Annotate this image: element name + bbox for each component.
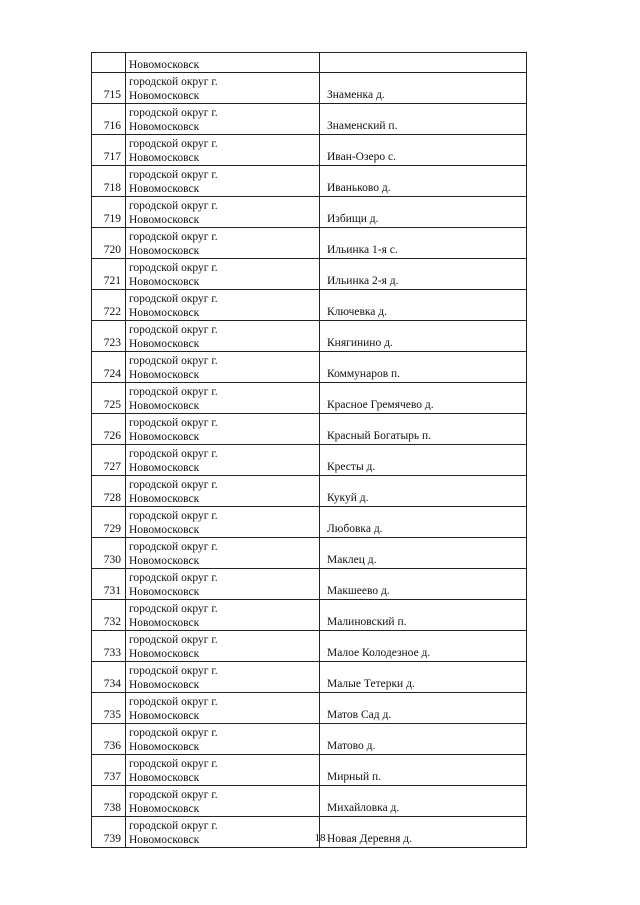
district-line-1: городской округ г. xyxy=(129,200,218,212)
district-line-1: городской округ г. xyxy=(129,603,218,615)
district-line-2: Новомосковск xyxy=(129,834,200,846)
district-line-1: городской округ г. xyxy=(129,634,218,646)
district-cell xyxy=(126,786,320,817)
row-number-cell: 715 xyxy=(92,73,126,104)
district-cell xyxy=(126,755,320,786)
locality-cell: Ключевка д. xyxy=(320,290,527,321)
row-number-cell: 724 xyxy=(92,352,126,383)
district-cell xyxy=(126,476,320,507)
row-number-cell: 729 xyxy=(92,507,126,538)
locality-cell: Малые Тетерки д. xyxy=(320,662,527,693)
district-line-2: Новомосковск xyxy=(129,121,200,133)
district-line-2: Новомосковск xyxy=(129,431,200,443)
table-row xyxy=(92,600,527,631)
table-row xyxy=(92,259,527,290)
row-number-cell: 722 xyxy=(92,290,126,321)
district-line-2: Новомосковск xyxy=(129,90,200,102)
localities-table xyxy=(91,52,527,848)
district-line-2: Новомосковск xyxy=(129,648,200,660)
district-line-2: Новомосковск xyxy=(129,617,200,629)
district-line-2: Новомосковск xyxy=(129,741,200,753)
district-line-1: городской округ г. xyxy=(129,262,218,274)
district-cell xyxy=(126,104,320,135)
locality-cell: Кукуй д. xyxy=(320,476,527,507)
district-cell xyxy=(126,631,320,662)
locality-cell: Мирный п. xyxy=(320,755,527,786)
locality-cell: Малое Колодезное д. xyxy=(320,631,527,662)
district-line-1: городской округ г. xyxy=(129,448,218,460)
table-row xyxy=(92,352,527,383)
row-number-cell: 723 xyxy=(92,321,126,352)
district-line-1: городской округ г. xyxy=(129,758,218,770)
row-number-cell: 730 xyxy=(92,538,126,569)
row-number-cell: 733 xyxy=(92,631,126,662)
locality-cell: Новая Деревня д. xyxy=(320,817,527,848)
district-line-1: городской округ г. xyxy=(129,386,218,398)
locality-cell: Иваньково д. xyxy=(320,166,527,197)
locality-cell: Княгинино д. xyxy=(320,321,527,352)
table-body xyxy=(92,53,527,848)
row-number-cell: 734 xyxy=(92,662,126,693)
district-line-1: городской округ г. xyxy=(129,479,218,491)
district-line-2: Новомосковск xyxy=(129,369,200,381)
locality-cell: Иван-Озеро с. xyxy=(320,135,527,166)
district-line-2: Новомосковск xyxy=(129,276,200,288)
row-number-cell: 726 xyxy=(92,414,126,445)
table-row xyxy=(92,569,527,600)
district-cell xyxy=(126,290,320,321)
locality-cell: Красный Богатырь п. xyxy=(320,414,527,445)
district-cell xyxy=(126,693,320,724)
district-cell xyxy=(126,445,320,476)
district-line-1: городской округ г. xyxy=(129,293,218,305)
district-line-2: Новомосковск xyxy=(129,183,200,195)
district-line-2: Новомосковск xyxy=(129,524,200,536)
page-number: 18 xyxy=(314,832,326,844)
district-line-2: Новомосковск xyxy=(129,338,200,350)
district-cell xyxy=(126,228,320,259)
table-row-continuation xyxy=(92,53,527,73)
row-number-cell: 717 xyxy=(92,135,126,166)
row-number-cell: 718 xyxy=(92,166,126,197)
locality-cell: Знаменский п. xyxy=(320,104,527,135)
row-number-cell xyxy=(92,53,126,73)
row-number-cell: 738 xyxy=(92,786,126,817)
row-number-cell: 728 xyxy=(92,476,126,507)
row-number-cell: 725 xyxy=(92,383,126,414)
district-cell xyxy=(126,724,320,755)
table-row xyxy=(92,693,527,724)
district-line-2: Новомосковск xyxy=(129,679,200,691)
district-line-2: Новомосковск xyxy=(129,555,200,567)
district-cell xyxy=(126,166,320,197)
district-line-2: Новомосковск xyxy=(129,710,200,722)
table-row xyxy=(92,755,527,786)
district-line-1: городской округ г. xyxy=(129,324,218,336)
locality-cell: Кресты д. xyxy=(320,445,527,476)
district-cell xyxy=(126,569,320,600)
table-row xyxy=(92,631,527,662)
district-line-1: городской округ г. xyxy=(129,572,218,584)
table-row xyxy=(92,73,527,104)
district-cell xyxy=(126,507,320,538)
locality-cell: Знаменка д. xyxy=(320,73,527,104)
row-number-cell: 719 xyxy=(92,197,126,228)
district-line: Новомосковск xyxy=(129,59,200,71)
district-line-2: Новомосковск xyxy=(129,493,200,505)
table-row xyxy=(92,507,527,538)
district-cell xyxy=(126,538,320,569)
row-number-cell: 735 xyxy=(92,693,126,724)
district-line-2: Новомосковск xyxy=(129,152,200,164)
district-line-2: Новомосковск xyxy=(129,307,200,319)
row-number-cell: 720 xyxy=(92,228,126,259)
table-row xyxy=(92,724,527,755)
district-line-2: Новомосковск xyxy=(129,586,200,598)
table-row xyxy=(92,290,527,321)
row-number-cell: 721 xyxy=(92,259,126,290)
locality-cell: Михайловка д. xyxy=(320,786,527,817)
district-line-1: городской округ г. xyxy=(129,789,218,801)
district-line-1: городской округ г. xyxy=(129,665,218,677)
district-cell xyxy=(126,197,320,228)
locality-cell xyxy=(320,53,527,73)
district-line-1: городской округ г. xyxy=(129,76,218,88)
district-line-1: городской округ г. xyxy=(129,541,218,553)
row-number-cell: 727 xyxy=(92,445,126,476)
district-cell xyxy=(126,600,320,631)
district-cell xyxy=(126,135,320,166)
table-row xyxy=(92,321,527,352)
district-line-1: городской округ г. xyxy=(129,169,218,181)
locality-cell: Ильинка 2-я д. xyxy=(320,259,527,290)
district-line-1: городской округ г. xyxy=(129,417,218,429)
table-row xyxy=(92,228,527,259)
district-line-2: Новомосковск xyxy=(129,214,200,226)
district-cell xyxy=(126,73,320,104)
district-line-1: городской округ г. xyxy=(129,107,218,119)
district-cell xyxy=(126,321,320,352)
row-number-cell: 736 xyxy=(92,724,126,755)
locality-cell: Избищи д. xyxy=(320,197,527,228)
locality-cell: Малиновский п. xyxy=(320,600,527,631)
district-cell xyxy=(126,414,320,445)
table-row xyxy=(92,786,527,817)
district-line-1: городской округ г. xyxy=(129,727,218,739)
row-number-cell: 732 xyxy=(92,600,126,631)
table-row xyxy=(92,538,527,569)
table-row xyxy=(92,197,527,228)
district-line-1: городской округ г. xyxy=(129,696,218,708)
row-number-cell: 716 xyxy=(92,104,126,135)
district-line-2: Новомосковск xyxy=(129,772,200,784)
district-line-1: городской округ г. xyxy=(129,231,218,243)
district-cell xyxy=(126,383,320,414)
table-row xyxy=(92,383,527,414)
table-row xyxy=(92,135,527,166)
table-row xyxy=(92,445,527,476)
locality-cell: Матово д. xyxy=(320,724,527,755)
district-line-2: Новомосковск xyxy=(129,245,200,257)
locality-cell: Макшеево д. xyxy=(320,569,527,600)
table-row xyxy=(92,662,527,693)
locality-cell: Матов Сад д. xyxy=(320,693,527,724)
district-cell xyxy=(126,662,320,693)
district-cell xyxy=(126,259,320,290)
district-cell xyxy=(126,352,320,383)
locality-cell: Любовка д. xyxy=(320,507,527,538)
district-line-1: городской округ г. xyxy=(129,355,218,367)
locality-cell: Маклец д. xyxy=(320,538,527,569)
row-number-cell: 731 xyxy=(92,569,126,600)
district-cell xyxy=(126,53,320,73)
locality-cell: Красное Гремячево д. xyxy=(320,383,527,414)
row-number-cell: 737 xyxy=(92,755,126,786)
district-line-1: городской округ г. xyxy=(129,138,218,150)
table-row xyxy=(92,104,527,135)
locality-cell: Коммунаров п. xyxy=(320,352,527,383)
row-number-cell: 739 xyxy=(92,817,126,848)
table-row xyxy=(92,414,527,445)
district-line-2: Новомосковск xyxy=(129,803,200,815)
table-row xyxy=(92,166,527,197)
district-line-2: Новомосковск xyxy=(129,400,200,412)
locality-cell: Ильинка 1-я с. xyxy=(320,228,527,259)
district-line-1: городской округ г. xyxy=(129,820,218,832)
district-line-2: Новомосковск xyxy=(129,462,200,474)
table-row xyxy=(92,476,527,507)
district-line-1: городской округ г. xyxy=(129,510,218,522)
